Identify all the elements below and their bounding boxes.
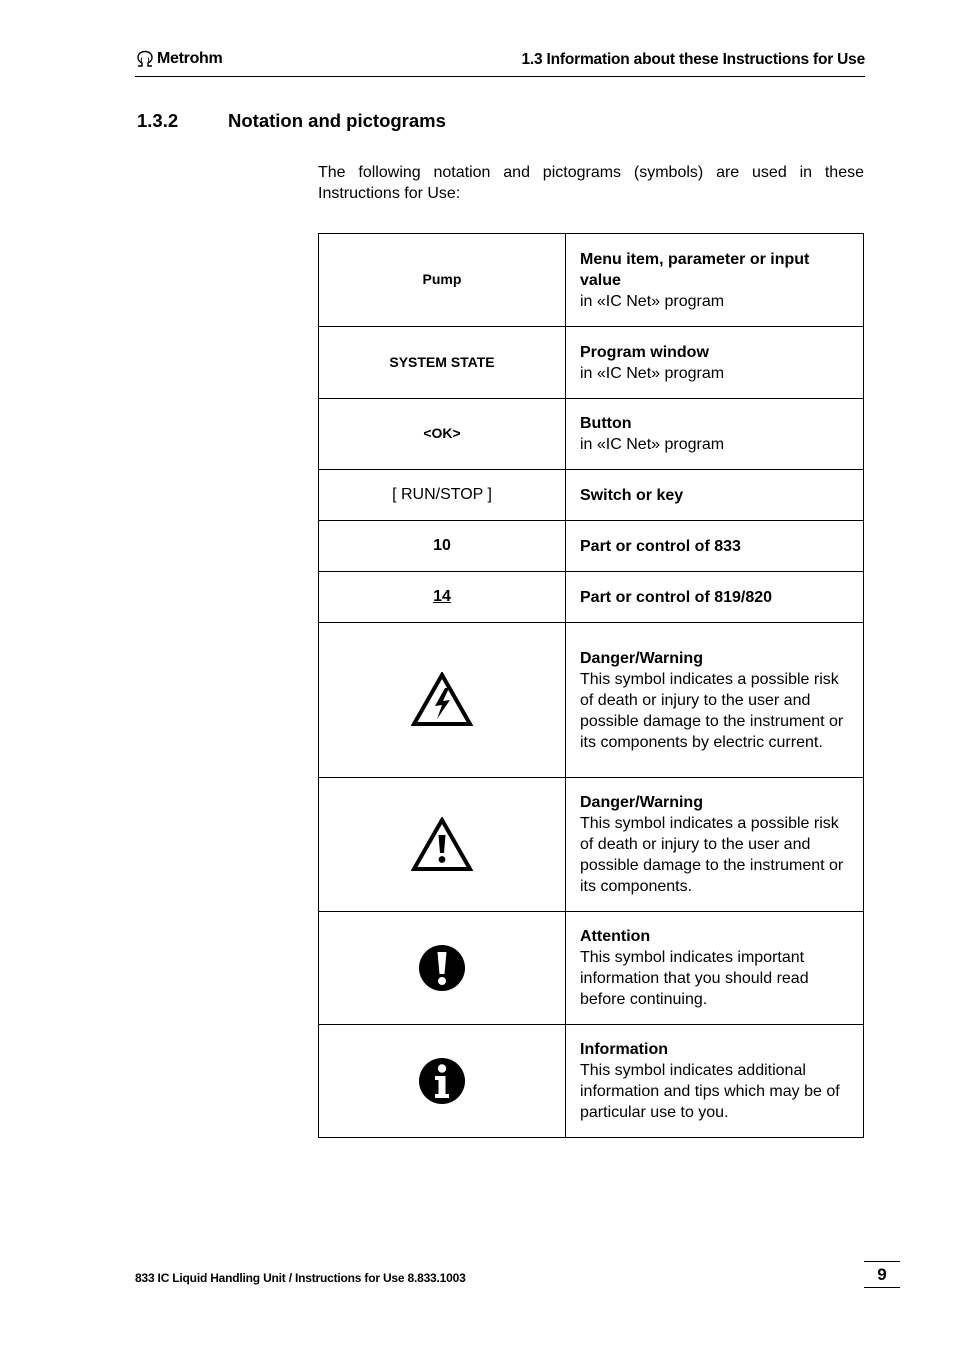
table-row — [319, 1025, 864, 1138]
intro-paragraph: The following notation and pictograms (symbols) are used in these Instructions for Use: — [318, 164, 864, 202]
chapter-title: 1.3 Information about these Instructions for Use — [521, 51, 865, 68]
table-row — [319, 778, 864, 912]
row-title: Switch or key — [580, 486, 684, 504]
row-title: Button — [580, 415, 632, 432]
page-header — [135, 50, 865, 77]
row-title: Program window — [580, 343, 709, 361]
row-text: This symbol indicates additional information and tips which may be of particular use to you. — [580, 1062, 840, 1121]
symbol-cell — [319, 572, 566, 623]
description-cell — [566, 623, 864, 778]
symbol-cell — [319, 912, 566, 1025]
row-title: Part or control of 833 — [580, 537, 741, 555]
attention-exclamation-icon — [418, 944, 466, 992]
symbol-cell — [319, 521, 566, 572]
general-warning-icon — [411, 817, 473, 873]
table-row — [319, 399, 864, 470]
metrohm-omega-icon — [135, 50, 155, 68]
table-row — [319, 912, 864, 1025]
symbol-text: SYSTEM STATE — [389, 353, 495, 370]
table-row — [319, 234, 864, 327]
row-title: Part or control of 819/820 — [580, 588, 773, 606]
description-cell — [566, 1025, 864, 1138]
information-icon — [418, 1057, 466, 1105]
page-number: 9 — [864, 1261, 900, 1288]
table-row — [319, 521, 864, 572]
description-cell — [566, 912, 864, 1025]
row-title: Danger/Warning — [580, 649, 703, 667]
notation-table — [318, 233, 864, 1138]
symbol-cell — [319, 778, 566, 912]
row-title: Attention — [580, 928, 651, 945]
brand-logo — [135, 50, 222, 68]
table-row — [319, 327, 864, 399]
symbol-text: 14 — [433, 588, 451, 605]
symbol-cell — [319, 399, 566, 470]
footer-document-title: 833 IC Liquid Handling Unit / Instructions for Use 8.833.1003 — [135, 1271, 466, 1285]
row-text: This symbol indicates a possible risk of death or injury to the user and possible damage to the instrument or its components. — [580, 815, 844, 895]
symbol-text: [ RUN/STOP ] — [392, 486, 492, 503]
description-cell — [566, 778, 864, 912]
section-number: 1.3.2 — [137, 110, 179, 131]
table-row — [319, 572, 864, 623]
row-text: in «IC Net» program — [580, 436, 725, 453]
row-text: This symbol indicates important information that you should read before continuing. — [580, 949, 809, 1008]
table-row — [319, 470, 864, 521]
description-cell — [566, 470, 864, 521]
electric-hazard-warning-icon — [411, 672, 473, 728]
symbol-text: <OK> — [423, 425, 461, 441]
row-text: in «IC Net» program — [580, 292, 725, 310]
row-text: This symbol indicates a possible risk of death or injury to the user and possible damage to the instrument or its components by electric current. — [580, 670, 844, 751]
row-title: Menu item, parameter or input value — [580, 250, 810, 289]
table-row — [319, 623, 864, 778]
row-text: in «IC Net» program — [580, 364, 725, 382]
description-cell — [566, 521, 864, 572]
symbol-cell — [319, 234, 566, 327]
description-cell — [566, 234, 864, 327]
description-cell — [566, 572, 864, 623]
row-title: Information — [580, 1041, 668, 1058]
description-cell — [566, 399, 864, 470]
symbol-cell — [319, 1025, 566, 1138]
section-title: Notation and pictograms — [228, 110, 446, 131]
symbol-text: 10 — [433, 537, 451, 554]
symbol-cell — [319, 623, 566, 778]
brand-name: Metrohm — [157, 50, 223, 67]
section-heading — [137, 110, 446, 132]
symbol-cell — [319, 470, 566, 521]
symbol-text: Pump — [422, 271, 462, 287]
description-cell — [566, 327, 864, 399]
symbol-cell — [319, 327, 566, 399]
row-title: Danger/Warning — [580, 794, 703, 811]
